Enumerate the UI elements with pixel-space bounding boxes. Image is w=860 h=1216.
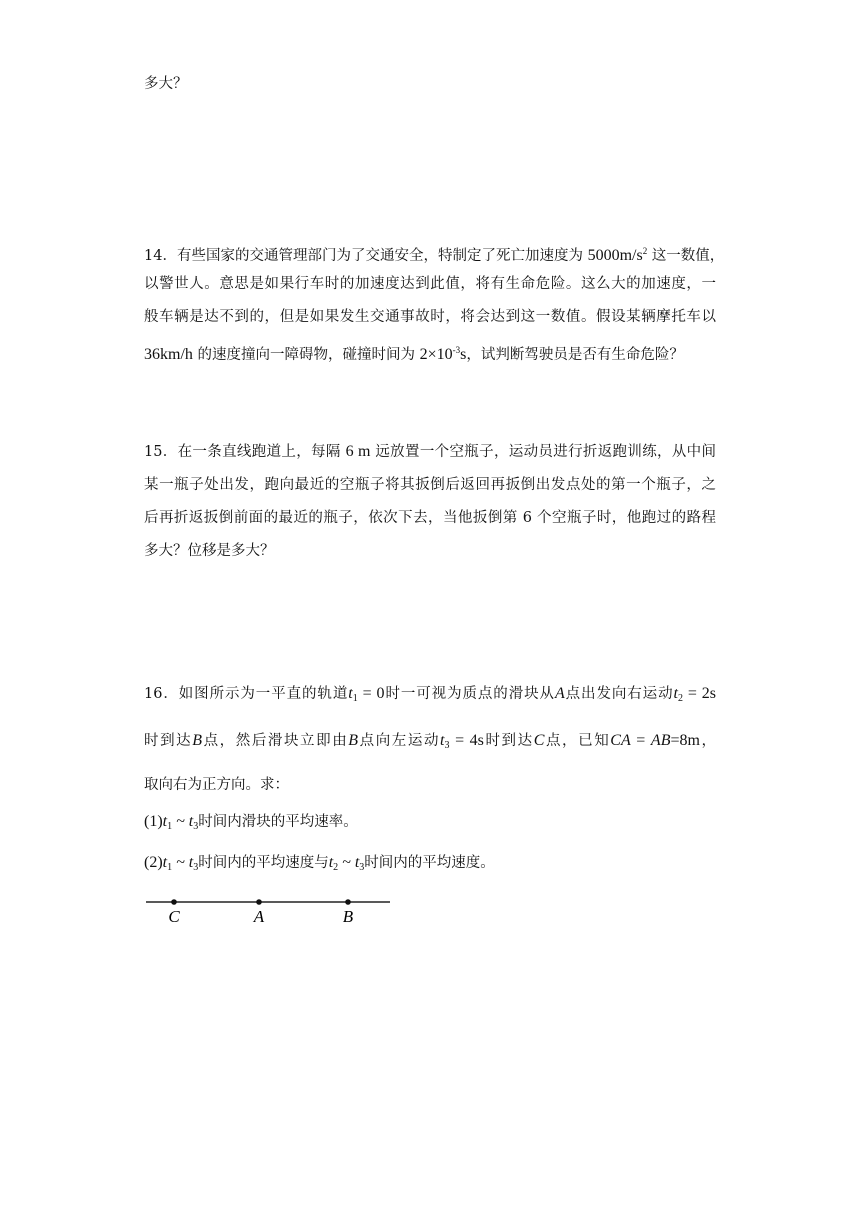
q16-line-1: 16．如图所示为一平直的轨道$t_1 = 0$时一可视为质点的滑块从A点出发向右运动$t_2 = 2s$ — [144, 685, 717, 704]
q16-l1b: 时一可视为质点的滑块从 — [384, 686, 555, 702]
q16-part-2-num: (2) — [144, 854, 163, 871]
q16-part-1-num: (1) — [144, 813, 163, 830]
q16-range-23: $t_2$ ~ $t_3$ — [328, 854, 365, 873]
q14-line-3: 般车辆是达不到的，但是如果发生交通事故时，将会达到这一数值。假设某辆摩托车以 — [144, 309, 716, 325]
q16-part-2-text-b: 时间内的平均速度。 — [364, 855, 495, 871]
q16-t2: $t_2$ — [673, 685, 683, 704]
q16-point-c: C — [533, 732, 545, 749]
q16-point-b: B — [192, 732, 203, 749]
q14-line-2: 以警世人。意思是如果行车时的加速度达到此值，将有生命危险。这么大的加速度，一 — [144, 276, 716, 292]
point-a-dot — [256, 899, 262, 905]
q14-line-1 — [144, 241, 725, 266]
point-b-dot — [345, 899, 351, 905]
q16-point-a: A — [554, 685, 565, 702]
track-figure — [144, 893, 394, 933]
q16-l1a: 16．如图所示为一平直的轨道 — [144, 686, 349, 702]
q16-l2a: 时到达 — [144, 733, 193, 749]
q16-part-1-text: 时间内滑块的平均速率。 — [198, 814, 358, 830]
q15-line-1: 15．在一条直线跑道上，每隔 6 m 远放置一个空瓶子，运动员进行折返跑训练，从中间 — [144, 443, 717, 460]
q16-part-2 — [144, 853, 495, 878]
label-c: C — [168, 907, 180, 926]
continuation-text: 多大？ — [144, 76, 188, 92]
q15-line-2: 某一瓶子处出发，跑向最近的空瓶子将其扳倒后返回再扳倒出发点处的第一个瓶子，之 — [144, 477, 716, 493]
q16-l2f: ， — [699, 733, 717, 749]
q16-line-3: 取向右为正方向。求： — [144, 777, 289, 793]
q16-l1c: 点出发向右运动 — [564, 686, 674, 702]
q16-l2c: 点向左运动 — [358, 733, 441, 749]
q15-line-4: 多大？位移是多大？ — [144, 543, 275, 559]
q16-range-13: $t_1$ ~ $t_3$ — [162, 813, 199, 832]
q16-point-b-2: B — [348, 732, 359, 749]
q16-t1: $t_1$ — [348, 685, 358, 704]
q14-l1-text: 14．有些国家的交通管理部门为了交通安全，特制定了死亡加速度为 $5000m/s^2$ 这一数值， — [144, 246, 725, 264]
label-a: A — [253, 907, 265, 926]
q16-t3: $t_3$ — [440, 732, 450, 751]
q15-line-3: 后再折返扳倒前面的最近的瓶子，依次下去，当他扳倒第 6 个空瓶子时，他跑过的路程 — [144, 510, 716, 526]
q16-range-13b: $t_1$ ~ $t_3$ — [162, 854, 199, 873]
q16-equation: CA = AB=8m — [610, 732, 700, 749]
q16-l2d: 时到达 — [483, 733, 534, 749]
q14-line-4: 36km/h 的速度撞向一障碍物，碰撞时间为 $2\times 10^{-3}s$，试判断驾驶员是否有生命危险？ — [144, 345, 684, 363]
q16-part-2-text-a: 时间内的平均速度与 — [198, 855, 329, 871]
label-b: B — [342, 907, 354, 926]
q16-l2b: 点，然后滑块立即由 — [202, 733, 349, 749]
q16-part-1 — [144, 812, 358, 837]
q16-line-2: 时到达B点，然后滑块立即由B点向左运动$t_3 = 4s$时到达C点，已知CA = AB=8m， — [144, 732, 717, 751]
q16-l2e: 点，已知 — [544, 733, 611, 749]
point-c-dot — [171, 899, 177, 905]
